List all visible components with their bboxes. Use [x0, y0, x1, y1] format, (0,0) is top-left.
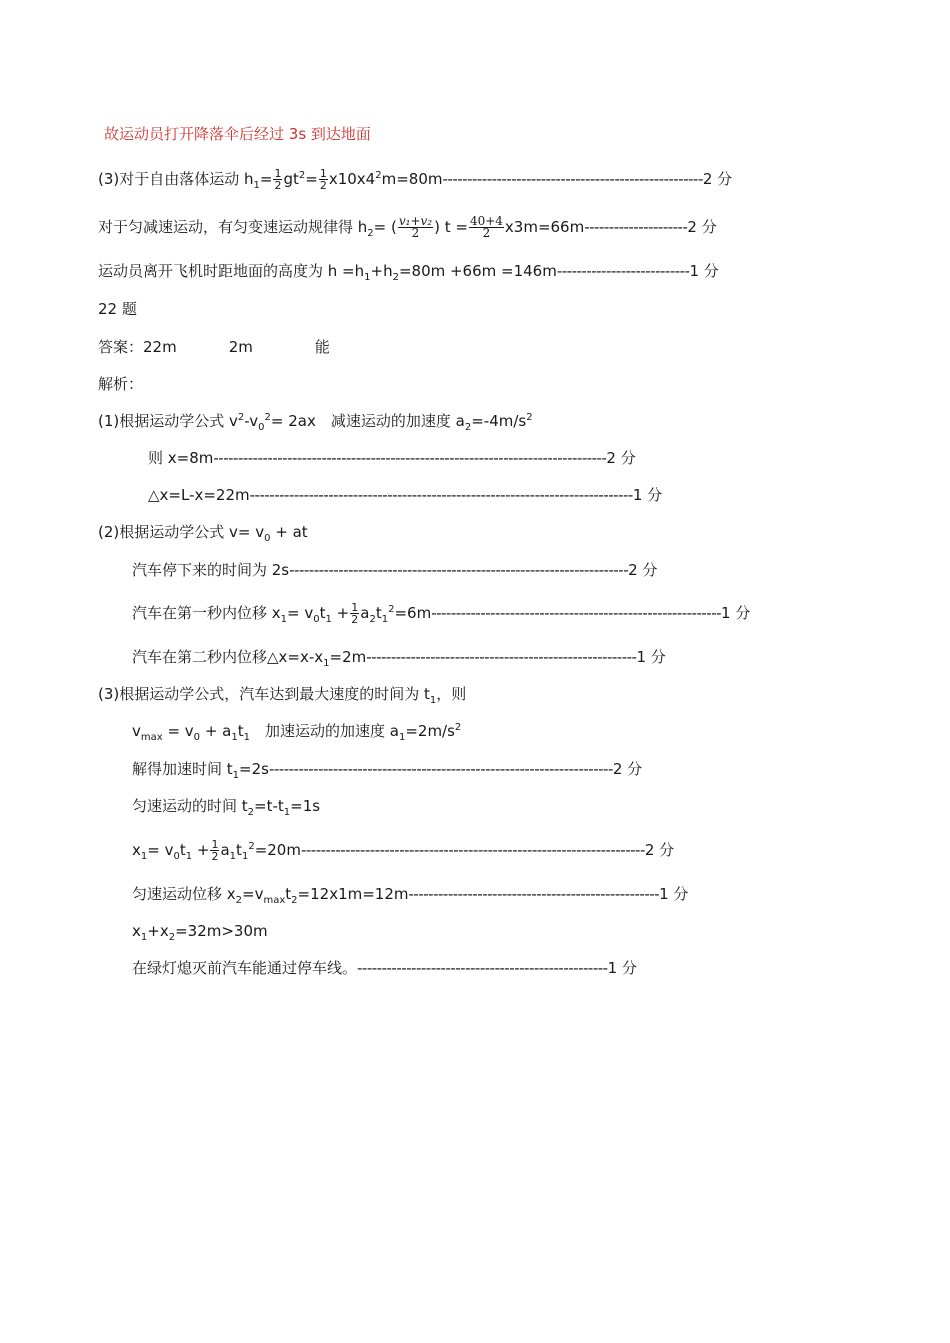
part2-formula-line: (2)根据运动学公式 $v= v_0$ + at — [98, 523, 308, 544]
part3-vmax-line: $v_{max} = v_0 + a_1t_1$ 加速运动的加速度 $a_1=2m/s^2$ — [132, 722, 462, 743]
fraction: $\frac{1}{2}$ — [274, 167, 282, 192]
fraction: $\frac{1}{2}$ — [319, 167, 327, 192]
fraction: $\frac{\text{v₁+v₂}}{2}$ — [398, 214, 433, 240]
part3-x2-line: 匀速运动位移 $x_2=v_{max}t_2=12x1m=12m---------------------------------------------------1$ 分 — [132, 885, 689, 906]
question-number: 22 题 — [98, 300, 137, 318]
analysis-heading: 解析： — [98, 375, 144, 393]
part2-second-second-line: 汽车在第二秒内位移$\triangle x=x-x_1=2m-------------------------------------------------------1$ 分 — [132, 648, 666, 669]
part3-sum-line: $x_1+x_2=32m>30m$ — [132, 922, 268, 943]
part3-accel-time-line: 解得加速时间 $t_1=2s----------------------------------------------------------------------2$ 分 — [132, 760, 643, 781]
part3-uniform-time-line: 匀速运动的时间 $t_2=t-t_1=1s$ — [132, 797, 321, 818]
fraction: $\frac{1}{2}$ — [351, 601, 359, 626]
part3-formula-line: (3)根据运动学公式，汽车达到最大速度的时间为 $t_1$，则 — [98, 685, 467, 706]
conclusion-line: 故运动员打开降落伞后经过 3s 到达地面 — [104, 125, 371, 143]
uniform-deceleration-line: 对于匀减速运动，有匀变速运动规律得 $h_2=$ ( $\frac{\text{v₁+v₂}}{2}$ ) t = $\frac{40+4}{2}$ x3m=66m---------------------2 分 — [98, 214, 717, 240]
part2-stop-time-line: 汽车停下来的时间为 2s---------------------------------------------------------------------2 分 — [132, 561, 658, 579]
free-fall-line: (3)对于自由落体运动 $h_1=$ $\frac{1}{2}$ $gt^2=$ $\frac{1}{2}$ $x10x4^2m=80m-----------------------------------------------------2$ 分 — [98, 167, 733, 192]
part3-conclusion-line: 在绿灯熄灭前汽车能通过停车线。---------------------------------------------------1 分 — [132, 959, 637, 977]
part1-x-line: 则 x=8m--------------------------------------------------------------------------------2 分 — [148, 449, 636, 467]
total-height-line: 运动员离开飞机时距地面的高度为 $h =h_1+h_2=80m +66m =146m---------------------------1$ 分 — [98, 262, 719, 283]
part2-first-second-line: 汽车在第一秒内位移 $x_1= v_0t_1$ + $\frac{1}{2}$ $a_2t_1^2=6m-----------------------------------------------------------1$ 分 — [132, 601, 751, 626]
part1-formula-line: (1)根据运动学公式 $v^2-v_0^2= 2ax$ 减速运动的加速度 $a_2=-4m/s^2$ — [98, 412, 533, 433]
part3-x1-line: $x_1= v_0t_1$ + $\frac{1}{2}$ $a_1t_1^2=20m----------------------------------------------------------------------2$ 分 — [132, 838, 675, 863]
answer-line: 答案：22m 2m 能 — [98, 338, 330, 356]
part1-dx-line: △x=L-x=22m------------------------------------------------------------------------------1 分 — [148, 486, 663, 504]
fraction: $\frac{40+4}{2}$ — [469, 214, 503, 240]
fraction: $\frac{1}{2}$ — [211, 838, 219, 863]
